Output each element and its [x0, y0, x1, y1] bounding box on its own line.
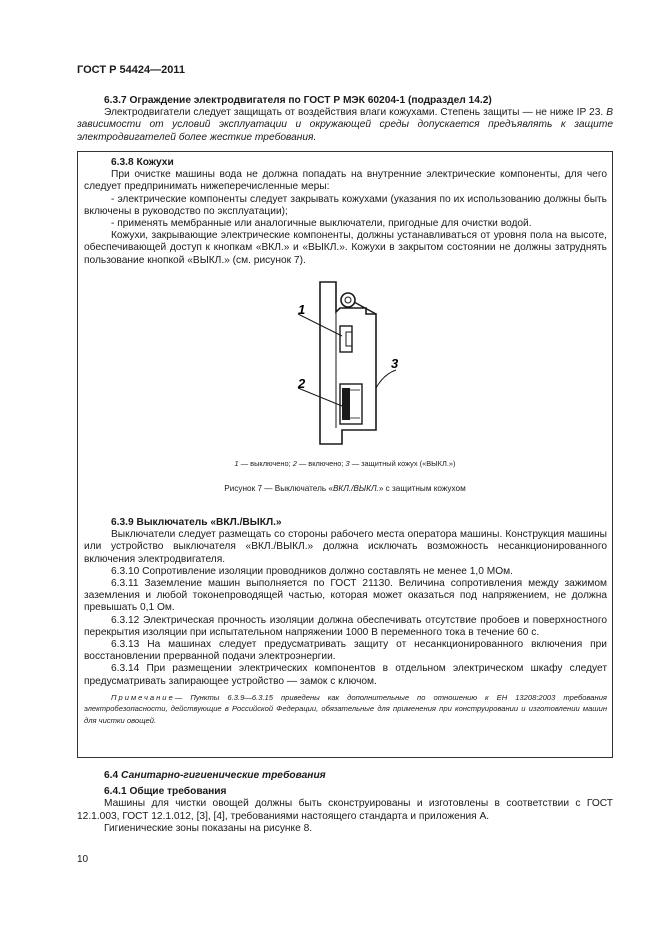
note-text: — Пункты 6.3.9—6.3.15 приведены как дополнительные по отношению к ЕН 13208:2003 требования электробезопасности, действующие в Российской Федерации, обязательные для применения при конструировании и изготовлении машин для чистки овощей. [84, 692, 607, 725]
figure-label-1: 1 [298, 302, 306, 317]
section-heading: 6.4 Санитарно-гигиенические требования [104, 770, 326, 781]
hinge-icon [341, 293, 355, 307]
paragraph: 6.3.11 Заземление машин выполняется по ГОСТ 21130. Величина сопротивления между зажимом заземления и любой токонепроводящей частью, которая может оказаться под напряжением, не должна превышать 0,1 Ом. [84, 578, 607, 614]
figure-7-legend: 1 — выключено; 2 — включено; 3 — защитный кожух («ВЫКЛ.») [234, 459, 456, 468]
note [84, 692, 607, 727]
page-number: 10 [77, 854, 89, 865]
document-header: ГОСТ Р 54424—2011 [77, 64, 185, 76]
section-6-3-9 [84, 517, 607, 726]
paragraph: Выключатели следует размещать со стороны рабочего места оператора машины. Конструкция машины или устройство выключателя «ВКЛ./ВЫКЛ.» должна исключать возможность несанкционированного включения электродвигателя. [84, 529, 607, 565]
figure-label-2: 2 [298, 376, 306, 391]
figure-label-3: 3 [391, 356, 399, 371]
note-label: Примечание [111, 692, 175, 702]
figure-7-caption: Рисунок 7 — Выключатель «ВКЛ./ВЫКЛ.» с защитным кожухом [224, 484, 466, 493]
figure-7-switch-drawing [280, 278, 420, 448]
section-6-3-7 [77, 95, 613, 144]
paragraph [77, 107, 613, 144]
bullet-item: - электрические компоненты следует закрывать кожухами (указания по их использованию должны быть включены в руководство по эксплуатации); [84, 193, 607, 217]
paragraph: Машины для чистки овощей должны быть сконструированы и изготовлены в соответствии с ГОСТ 12.1.003, ГОСТ 12.1.012, [3], [4], требованиями настоящего стандарта и приложения А. [77, 798, 613, 822]
paragraph: Гигиенические зоны показаны на рисунке 8. [104, 822, 313, 834]
paragraph: 6.3.14 При размещении электрических компонентов в отдельном электрическом шкафу следует предусматривать запирающее устройство — замок с ключом. [84, 663, 607, 687]
subsection-heading: 6.4.1 Общие требования [104, 786, 227, 798]
section-heading: 6.3.7 Ограждение электродвигателя по ГОСТ Р МЭК 60204-1 (подраздел 14.2) [104, 95, 492, 106]
leader-line-3 [376, 370, 396, 388]
paragraph-italic-text: В зависимости от условий эксплуатации и окружающей среды допускается предъявлять к защите электродвигателей более жесткие требования. [77, 107, 613, 143]
paragraph: 6.3.10 Сопротивление изоляции проводников должно составлять не менее 1,0 МОм. [111, 565, 513, 577]
section-6-3-8 [84, 157, 607, 267]
bullet-item: - применять мембранные или аналогичные выключатели, пригодные для очистки водой. [111, 218, 532, 230]
paragraph-text: Электродвигатели следует защищать от воздействия влаги кожухами. Степень защиты — не ниже IP 23. [104, 107, 604, 119]
section-heading: 6.3.9 Выключатель «ВКЛ./ВЫКЛ.» [111, 517, 282, 528]
section-heading: 6.3.8 Кожухи [111, 157, 174, 168]
paragraph: 6.3.13 На машинах следует предусматривать защиту от несанкционированного включения при восстановлении прерванной подачи электроэнергии. [84, 639, 607, 663]
section-6-4 [77, 770, 613, 835]
paragraph: При очистке машины вода не должна попадать на внутренние электрические компоненты, для чего следует предпринимать нижеперечисленные меры: [84, 169, 607, 193]
paragraph: 6.3.12 Электрическая прочность изоляции должна обеспечивать отсутствие пробоев и поверхностного перекрытия изоляции при испытательном напряжении 1000 В переменного тока в течение 60 с. [84, 614, 607, 638]
paragraph: Кожухи, закрывающие электрические компоненты, должны устанавливаться от уровня пола на высоте, обеспечивающей доступ к кнопкам «ВКЛ.» и «ВЫКЛ.». Кожухи в закрытом состоянии не должны затруднять пользование кнопкой «ВЫКЛ.» (см. рисунок 7). [84, 230, 607, 266]
